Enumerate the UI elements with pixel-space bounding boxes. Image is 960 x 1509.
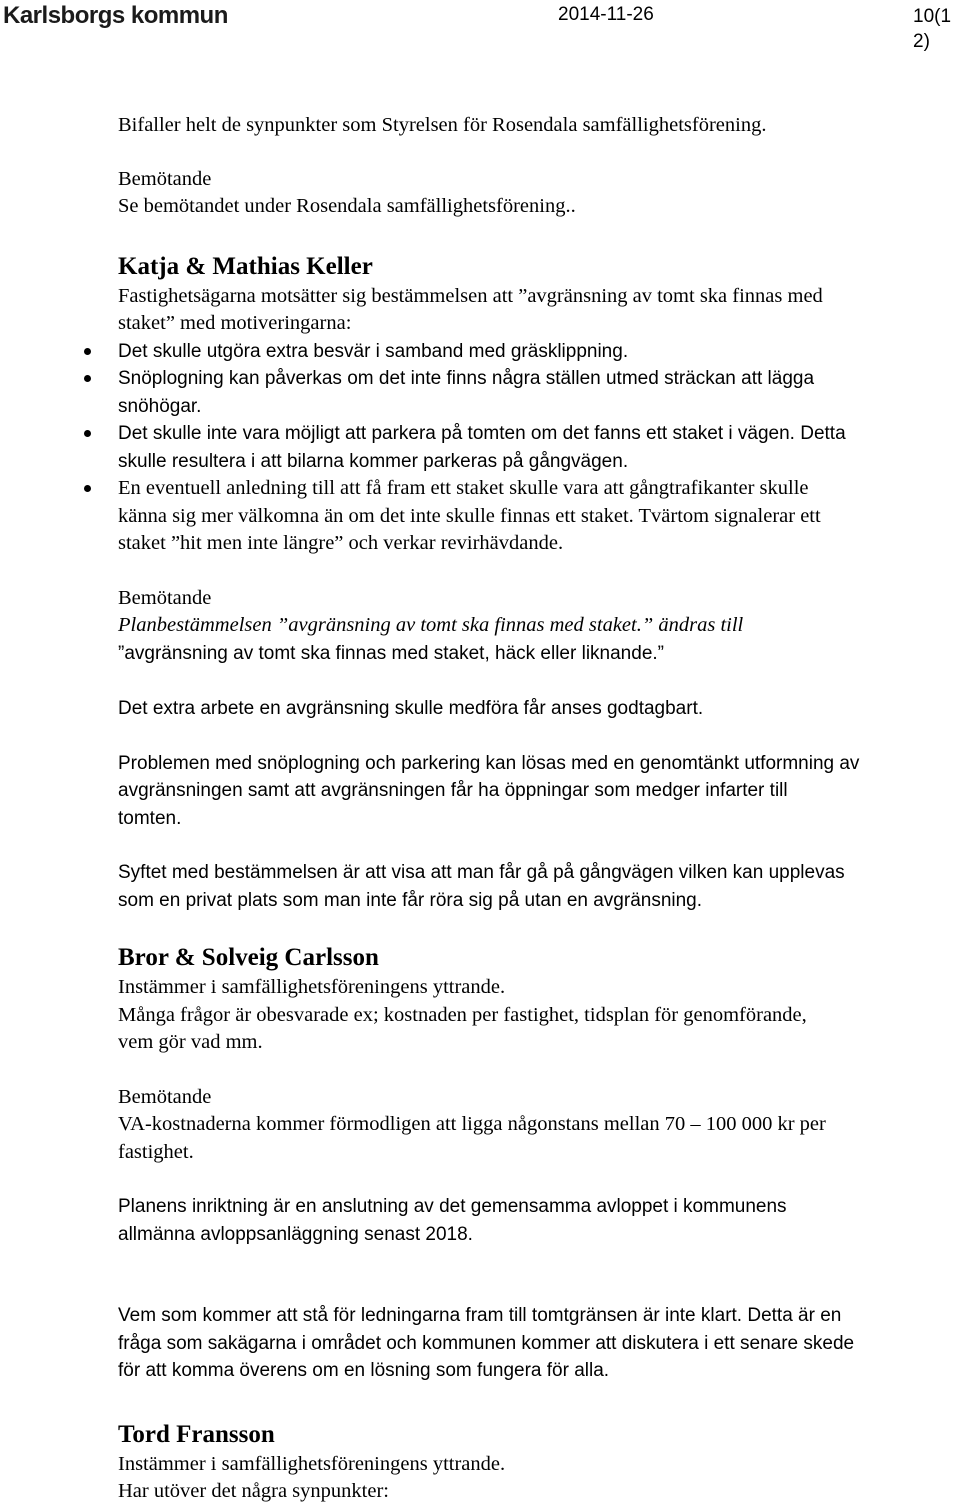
paragraph: Har utöver det några synpunkter: — [118, 1480, 389, 1502]
bullet-icon — [84, 375, 91, 382]
paragraph: Syftet med bestämmelsen är att visa att man får gå på gångvägen vilken kan upplevas — [118, 862, 845, 883]
municipality-logo: Karlsborgs kommun — [3, 2, 228, 29]
paragraph: tomten. — [118, 807, 182, 829]
paragraph: allmänna avloppsanläggning senast 2018. — [118, 1223, 473, 1245]
response-title: Bemötande — [118, 586, 212, 609]
paragraph: Instämmer i samfällighetsföreningens yttrande. — [118, 976, 506, 998]
paragraph: fråga som sakägarna i området och kommunen kommer att diskutera i ett senare skede — [118, 1332, 855, 1354]
paragraph: vem gör vad mm. — [118, 1031, 263, 1053]
document-date: 2014-11-26 — [558, 4, 654, 25]
document-body — [118, 112, 960, 1506]
page-number-line2: 2) — [913, 31, 930, 52]
bullet-icon — [84, 348, 91, 355]
paragraph: för att komma överens om en lösning som fungera för alla. — [118, 1360, 610, 1381]
paragraph: som en privat plats som man inte får röra sig på utan en avgränsning. — [118, 889, 703, 911]
list-item: Det skulle utgöra extra besvär i samband med gräsklippning. — [118, 338, 960, 366]
paragraph: Planens inriktning är en anslutning av det gemensamma avloppet i kommunens — [118, 1196, 787, 1217]
list-item: En eventuell anledning till att få fram ett staket skulle vara att gångtrafikanter skulle känna sig mer välkomna än om det inte skulle finnas ett staket. Tvärtom signalerar ett staket ”hit men inte längre” och verkar revirhävdande. — [118, 475, 960, 558]
response-text: VA-kostnaderna kommer förmodligen att ligga någonstans mellan 70 – 100 000 kr per — [118, 1113, 826, 1135]
paragraph: Det extra arbete en avgränsning skulle medföra får anses godtagbart. — [118, 698, 704, 719]
paragraph: Vem som kommer att stå för ledningarna fram till tomtgränsen är inte klart. Detta är en — [118, 1305, 842, 1326]
response-title: Bemötande — [118, 167, 212, 190]
page-number — [913, 4, 958, 54]
response-text: Se bemötandet under Rosendala samfällighetsförening.. — [118, 195, 576, 217]
response-text: Planbestämmelsen ”avgränsning av tomt ska finnas med staket.” ändras till — [118, 614, 744, 636]
paragraph: Fastighetsägarna motsätter sig bestämmelsen att ”avgränsning av tomt ska finnas med — [118, 284, 823, 307]
paragraph: Problemen med snöplogning och parkering kan lösas med en genomtänkt utformning av — [118, 752, 860, 774]
section-heading: Tord Fransson — [118, 1420, 275, 1448]
response-text: ”avgränsning av tomt ska finnas med staket, häck eller liknande.” — [118, 642, 664, 664]
list-item: Det skulle inte vara möjligt att parkera på tomten om det fanns ett staket i vägen. Detta skulle resultera i att bilarna kommer parkeras på gångvägen. — [118, 420, 960, 475]
paragraph: staket” med motiveringarna: — [118, 312, 352, 334]
paragraph: Bifaller helt de synpunkter som Styrelsen för Rosendala samfällighetsförening. — [118, 114, 767, 136]
bullet-icon — [84, 430, 91, 437]
section-heading: Bror & Solveig Carlsson — [118, 944, 379, 971]
paragraph: Många frågor är obesvarade ex; kostnaden per fastighet, tidsplan för genomförande, — [118, 1003, 807, 1026]
section-heading: Katja & Mathias Keller — [118, 252, 373, 280]
response-text: fastighet. — [118, 1140, 194, 1163]
bullet-icon — [84, 485, 91, 492]
paragraph: avgränsningen samt att avgränsningen får ha öppningar som medger infarter till — [118, 780, 788, 801]
page-number-line1: 10(1 — [913, 6, 952, 27]
list-item: Snöplogning kan påverkas om det inte finns några ställen utmed sträckan att lägga snöhögar. — [118, 365, 960, 420]
response-title: Bemötande — [118, 1085, 212, 1108]
paragraph: Instämmer i samfällighetsföreningens yttrande. — [118, 1452, 506, 1475]
objection-list — [118, 338, 960, 558]
